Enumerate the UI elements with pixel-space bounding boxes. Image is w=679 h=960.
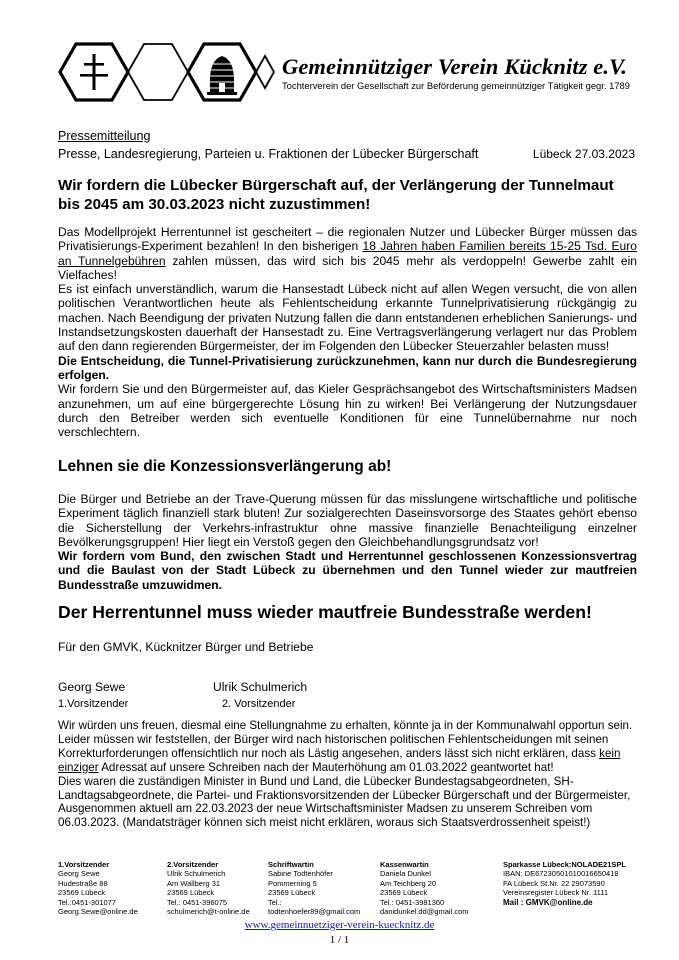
- email-link[interactable]: todtenhoefer89@gmail.com: [268, 907, 361, 917]
- recipients-line: Presse, Landesregierung, Parteien u. Fraktionen der Lübecker Bürgerschaft: [58, 147, 479, 161]
- closing-remarks: Wir würden uns freuen, diesmal eine Stellungnahme zu erhalten, könnte ja in der Kommunalwahl opportun sein. Leider müssen wir feststellen, der Bürger wird nach historischen politischen Fehlentscheidungen mit seinen Korrekturforderungen offensichtlich nur noch als Lästig angesehen, anders lässt sich nicht erklären, dass kein einziger Adressat auf unsere Schreiben nach der Mauterhöhung am 01.03.2022 geantwortet hat! Dies waren die zuständigen Minister in Bund und Land, die Lübecker Bundestagsabgeordneten, SH-Landtagsabgeordnete, die Partei- und Fraktionsvorsitzenden der Lübecker Bürgerschaft und der Bürgermeister, Ausgenommen aktuell am 22.03.2023 der neue Wirtschaftsminister Madsen zu unserem Schreiben vom 06.03.2023. (Mandatsträger können sich meist nicht erklären, woraus sich Staatsverdrossenheit speist!): [58, 719, 633, 830]
- paragraph: Das Modellprojekt Herrentunnel ist gescheitert – die regionalen Nutzer und Lübecker Bürger müssen das Privatisierungs-Experiment bezahlen! In den bisherigen 18 Jahren haben Familien bereits 15-25 Tsd. Euro an Tunnelgebühren zahlen müssen, das wird sich bis 2045 mehr als verdoppeln! Gewerbe zahlt ein Vielfaches!: [58, 225, 637, 282]
- bold-paragraph: Wir fordern vom Bund, den zwischen Stadt und Herrentunnel geschlossenen Konzessionsvertrag und die Baulast von der Stadt Lübeck zu übernehmen und den Tunnel wieder zur mautfreien Bundesstraße umzuwidmen.: [58, 549, 637, 592]
- email-link[interactable]: schulmerich@t-online.de: [167, 907, 250, 917]
- subheading-2: Der Herrentunnel muss wieder mautfreie Bundesstraße werden!: [58, 602, 592, 622]
- underlined-text: kein einziger: [58, 746, 621, 774]
- signature-name-2: Ulrik Schulmerich: [213, 680, 308, 694]
- footer-col-secretary: Schriftwartin Sabine Todtenhöfer Pommerning 5 23569 Lübeck Tel.: todtenhoefer89@gmail.com: [268, 860, 361, 917]
- underlined-text: 18 Jahren haben Familien bereits 15-25 Tsd. Euro an Tunnelgebühren: [58, 239, 637, 268]
- beehive-icon: [207, 56, 237, 95]
- footer-col-treasurer: Kassenwartin Daniela Dunkel Am Teichberg 20 23569 Lübeck Tel.: 0451-3981360 danidunkel.dd@gmail.com: [380, 860, 469, 917]
- body-section-1: [58, 225, 637, 439]
- footer-col-bank: Sparkasse Lübeck:NOLADE21SPL IBAN: DE67230501010016650418 FA Lübeck St.Nr. 22 29073590 Vereinsregister Lübeck Nr. 1111 Mail : GMVK@online.de: [503, 860, 626, 907]
- signature-role-1: 1.Vorsitzender: [58, 698, 129, 710]
- website-link[interactable]: www.gemeinnuetziger-verein-kuecknitz.de: [244, 919, 435, 931]
- hexagon-cross-beehive-logo: [58, 40, 276, 104]
- paragraph: Es ist einfach unverständlich, warum die Hansestadt Lübeck nicht auf allen Wegen versucht, die von allen politischen Verantwortlichen heute als Fehlentscheidung erkannte Tunnelprivatisierung rückgängig zu machen. Nach Beendigung der privaten Nutzung fallen die dann entstandenen erheblichen Sanierungs- und Instandsetzungskosten dauerhaft der Hansestadt zu. Eine Vertragsverlängerung verlagert nur das Problem auf den dann regierenden Bürgermeister, der im Folgenden den Lübecker Steuerzahler belasten muss!: [58, 282, 637, 354]
- page-number: 1 / 1: [329, 934, 350, 946]
- subheading-1: Lehnen sie die Konzessionsverlängerung ab!: [58, 458, 392, 475]
- email-link[interactable]: Georg.Sewe@online.de: [58, 907, 138, 917]
- signature-name-1: Georg Sewe: [58, 680, 126, 694]
- bold-paragraph: Die Entscheidung, die Tunnel-Privatisierung zurückzunehmen, kann nur durch die Bundesregierung erfolgen.: [58, 353, 637, 382]
- document-date: Lübeck 27.03.2023: [532, 147, 635, 161]
- paragraph: Die Bürger und Betriebe an der Trave-Querung müssen für das misslungene wirtschaftliche und politische Experiment täglich finanziell stark bluten! Zur sozialgerechten Daseinsvorsorge des Staates gehört ebenso die Sicherstellung der Verkehrs-infrastruktur ohne massive finanzielle Benachteiligung einzelner Bevölkerungsgruppen! Hier liegt ein Verstoß gegen den Gleichbehandlungsgrundsatz vor!: [58, 492, 637, 549]
- org-name: Gemeinnütziger Verein Kücknitz e.V.: [282, 54, 628, 79]
- body-section-2: [58, 492, 637, 592]
- document-type-label: Pressemitteilung: [58, 129, 151, 143]
- headline: Wir fordern die Lübecker Bürgerschaft auf, der Verlängerung der Tunnelmaut bis 2045 am 30.03.2023 nicht zuzustimmen!: [58, 177, 614, 213]
- paragraph: Wir fordern Sie und den Bürgermeister auf, das Kieler Gesprächsangebot des Wirtschaftsministers Madsen anzunehmen, um auf eine bürgergerechte Lösung hin zu wirken! Bei Verlängerung der Nutzungsdauer durch den Betreiber werden sich eventuelle Konditionen für eine Tunnelübernahme nur noch verschlechtern.: [58, 382, 637, 440]
- cross-icon: [80, 54, 108, 90]
- email-link[interactable]: danidunkel.dd@gmail.com: [380, 907, 469, 917]
- email-link[interactable]: Mail : GMVK@online.de: [503, 897, 593, 907]
- signature-role-2: 2. Vorsitzender: [222, 698, 296, 710]
- footer-col-chair: 1.Vorsitzender Georg Sewe Hudestraße 88 23569 Lübeck Tel.:0451-301077 Georg.Sewe@online.de: [58, 860, 138, 917]
- footer-col-vice-chair: 2.Vorsitzender Ulrik Schulmerich Am Wallberg 31 23569 Lübeck Tel.: 0451-396075 schulmerich@t-online.de: [167, 860, 250, 917]
- on-behalf-line: Für den GMVK, Kücknitzer Bürger und Betriebe: [58, 640, 314, 654]
- org-subtitle: Tochterverein der Gesellschaft zur Beförderung gemeinnütziger Tätigkeit gegr. 1789: [282, 80, 630, 91]
